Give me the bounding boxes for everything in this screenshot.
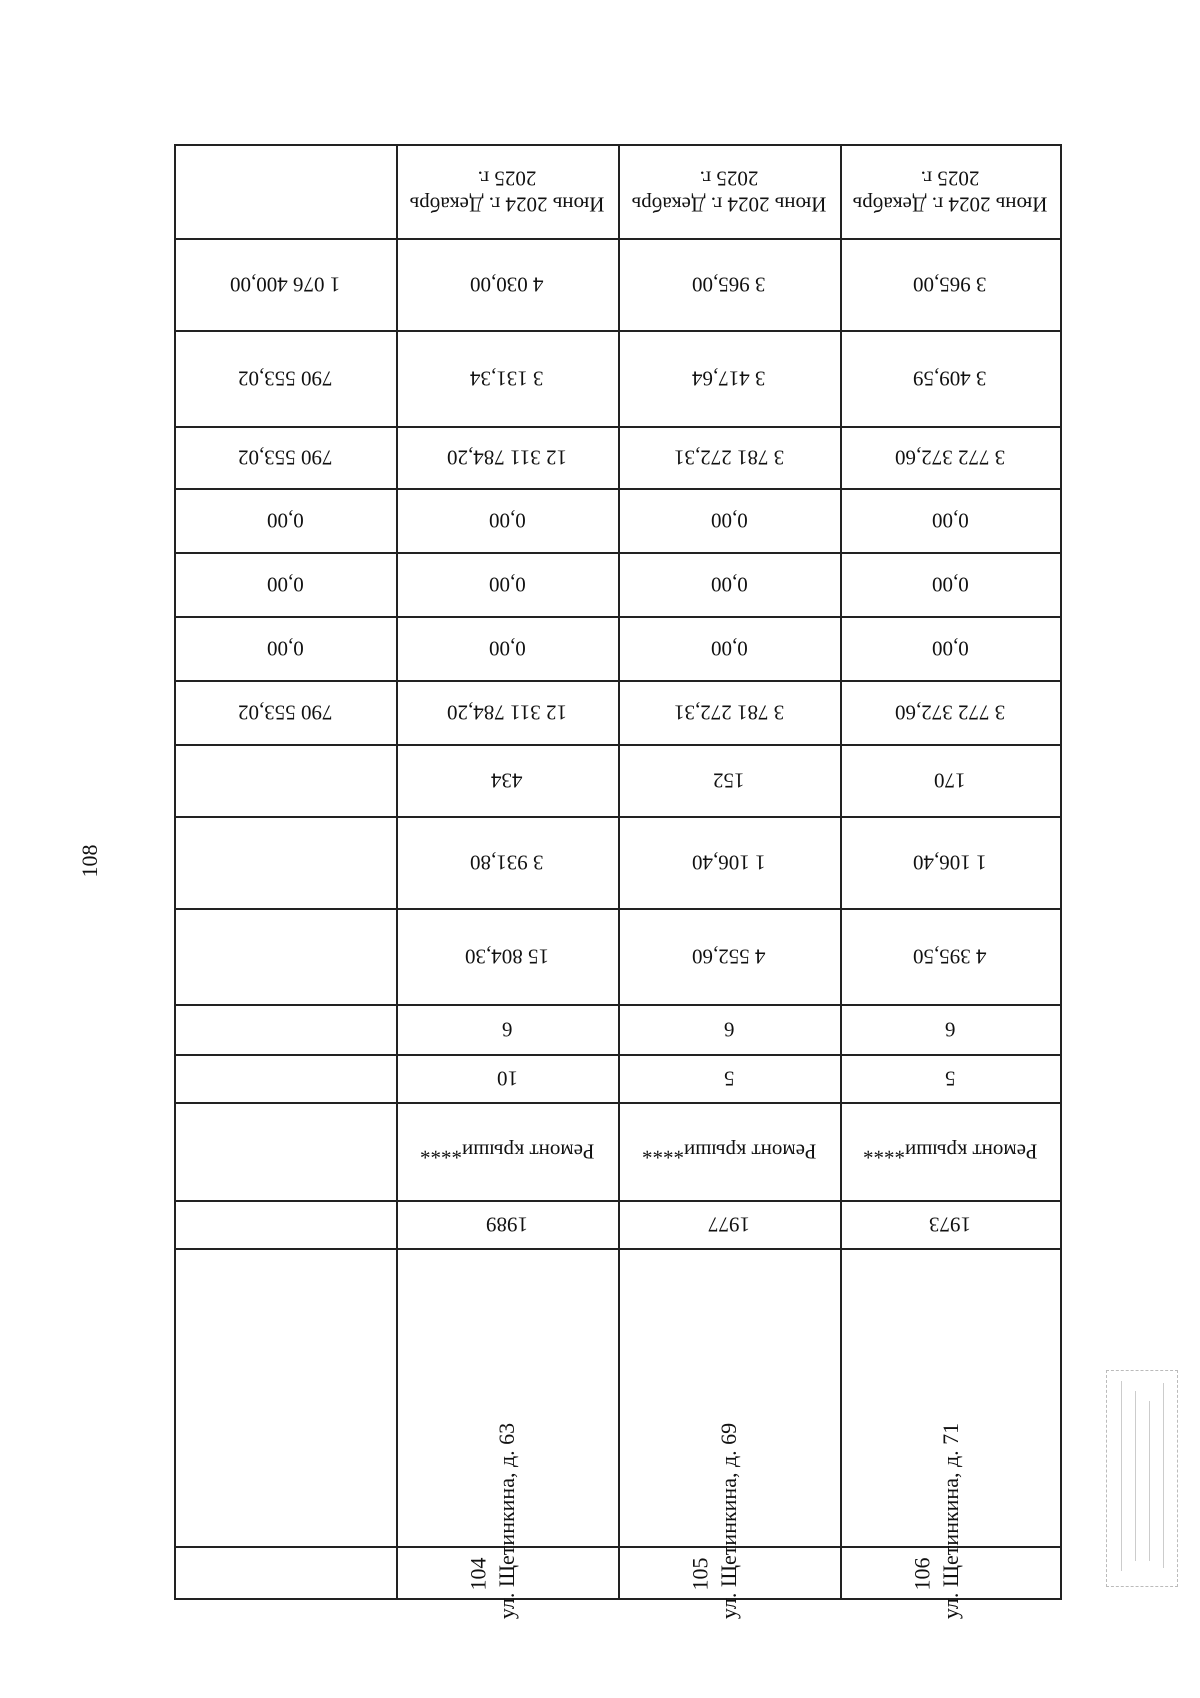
- repair-schedule-table: [174, 144, 1062, 1620]
- row-number: 104: [465, 1557, 490, 1591]
- area-2-cell: 3 931,80: [470, 850, 544, 875]
- zero-cell: 0,00: [710, 636, 748, 661]
- area-2-cell: 1 106,40: [913, 850, 987, 875]
- zero-cell: 0,00: [710, 572, 748, 597]
- zero-cell: 0,00: [710, 508, 748, 533]
- unit-cost-cell: 3 409,59: [913, 366, 987, 391]
- limit-cost-cell: 3 965,00: [913, 272, 987, 297]
- unit-cost-cell: 3 131,34: [470, 366, 544, 391]
- count-2-cell: 6: [944, 1017, 956, 1042]
- year-cell: 1989: [486, 1212, 528, 1237]
- zero-cell: 0,00: [488, 508, 526, 533]
- zero-cell: 0,00: [488, 636, 526, 661]
- zero-cell: 0,00: [488, 572, 526, 597]
- count-1-cell: 10: [496, 1066, 518, 1091]
- page-number: 108: [77, 844, 102, 878]
- zero-cell: 0,00: [931, 508, 969, 533]
- period-cell: Июнь 2024 г. Декабрь 2025 г.: [852, 166, 1048, 217]
- count-2-cell: 6: [501, 1017, 513, 1042]
- count-2-cell: 6: [723, 1017, 735, 1042]
- area-1-cell: 15 804,30: [465, 944, 549, 969]
- address-cell: ул. Щетинкина, д. 71: [938, 1422, 964, 1620]
- cost-total-2-cell: 12 311 784,20: [447, 445, 567, 470]
- row-number: 106: [909, 1557, 934, 1591]
- cost-total-cell: 3 781 272,31: [673, 700, 785, 725]
- address-cell: ул. Щетинкина, д. 63: [494, 1422, 520, 1620]
- period-cell: Июнь 2024 г. Декабрь 2025 г.: [631, 166, 827, 217]
- zero-cell: 0,00: [931, 636, 969, 661]
- document-stamp: [1106, 1370, 1178, 1587]
- summary-cost-total: 790 553,02: [237, 700, 333, 725]
- zero-cell: 0,00: [931, 572, 969, 597]
- residents-cell: 434: [491, 768, 523, 793]
- count-1-cell: 5: [723, 1066, 735, 1091]
- cost-total-2-cell: 3 781 272,31: [673, 445, 785, 470]
- period-cell: Июнь 2024 г. Декабрь 2025 г.: [409, 166, 605, 217]
- cost-total-cell: 12 311 784,20: [447, 700, 567, 725]
- row-number: 105: [687, 1557, 712, 1591]
- summary-zero-1: 0,00: [266, 636, 304, 661]
- work-type-cell: Ремонт крыши****: [641, 1139, 817, 1164]
- limit-cost-cell: 3 965,00: [692, 272, 766, 297]
- summary-cost-total-2: 790 553,02: [237, 445, 333, 470]
- summary-limit-cost: 1 076 400,00: [229, 272, 341, 297]
- summary-zero-3: 0,00: [266, 508, 304, 533]
- year-cell: 1977: [708, 1212, 750, 1237]
- summary-zero-2: 0,00: [266, 572, 304, 597]
- residents-cell: 170: [934, 768, 966, 793]
- area-1-cell: 4 552,60: [692, 944, 766, 969]
- year-cell: 1973: [929, 1212, 971, 1237]
- area-1-cell: 4 395,50: [913, 944, 987, 969]
- cost-total-2-cell: 3 772 372,60: [894, 445, 1006, 470]
- residents-cell: 152: [713, 768, 745, 793]
- unit-cost-cell: 3 417,64: [692, 366, 766, 391]
- summary-unit-cost: 790 553,02: [237, 366, 333, 391]
- address-cell: ул. Щетинкина, д. 69: [716, 1422, 742, 1620]
- work-type-cell: Ремонт крыши****: [862, 1139, 1038, 1164]
- area-2-cell: 1 106,40: [692, 850, 766, 875]
- count-1-cell: 5: [944, 1066, 956, 1091]
- work-type-cell: Ремонт крыши****: [419, 1139, 595, 1164]
- cost-total-cell: 3 772 372,60: [894, 700, 1006, 725]
- limit-cost-cell: 4 030,00: [470, 272, 544, 297]
